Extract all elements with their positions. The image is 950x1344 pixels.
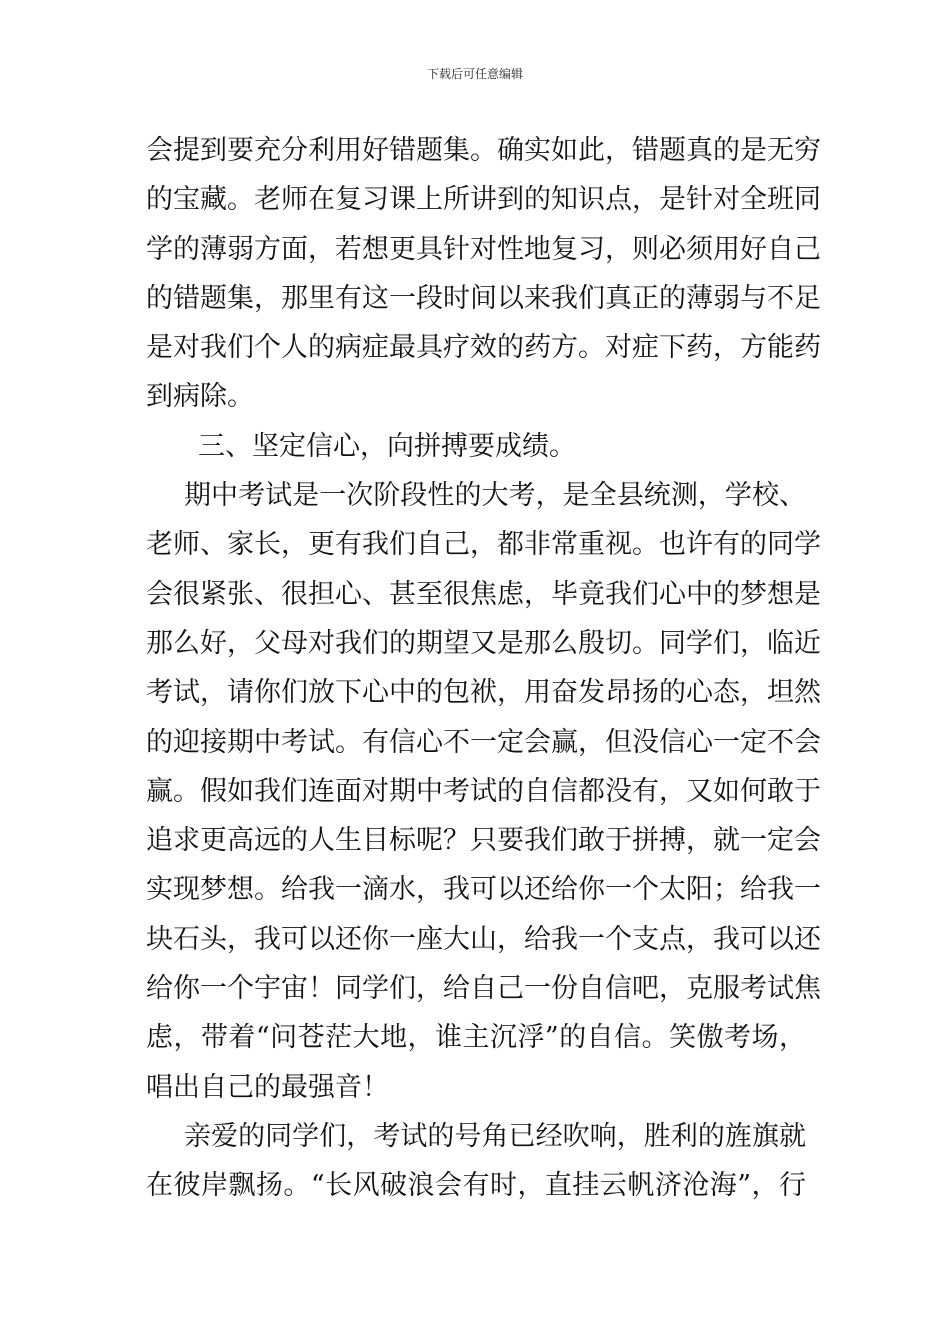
section-heading: 三、坚定信心，向拼搏要成绩。 [198,430,576,462]
text-line: 块石头，我可以还你一座大山，给我一个支点，我可以还 [146,923,821,955]
text-line: 给你一个宇宙！同学们，给自己一份自信吧，克服考试焦 [146,973,821,1005]
page-header: 下载后可任意编辑 [426,67,523,81]
text-line: 实现梦想。给我一滴水，我可以还给你一个太阳；给我一 [146,874,821,906]
text-line: 在彼岸飘扬。“长风破浪会有时，直挂云帆济沧海”，行 [146,1170,806,1202]
text-line: 那么好，父母对我们的期望又是那么殷切。同学们，临近 [146,627,821,659]
text-line: 虑，带着“问苍茫大地，谁主沉浮”的自信。笑傲考场， [146,1022,806,1054]
text-line: 追求更高远的人生目标呢？只要我们敢于拼搏，就一定会 [146,825,821,857]
text-line: 会提到要充分利用好错题集。确实如此，错题真的是无穷 [146,135,821,166]
text-line: 亲爱的同学们，考试的号角已经吹响，胜利的旌旗就 [184,1120,806,1152]
text-line: 的宝藏。老师在复习课上所讲到的知识点，是针对全班同 [146,184,821,216]
text-line: 考试，请你们放下心中的包袱，用奋发昂扬的心态，坦然 [146,677,821,709]
text-line: 到病除。 [146,381,254,413]
text-line: 期中考试是一次阶段性的大考，是全县统测，学校、 [184,480,806,512]
text-line: 学的薄弱方面，若想更具针对性地复习，则必须用好自己 [146,233,821,265]
text-line: 的错题集，那里有这一段时间以来我们真正的薄弱与不足 [146,282,821,314]
document-body [146,126,821,1211]
text-line: 的迎接期中考试。有信心不一定会赢，但没信心一定不会 [146,726,821,758]
text-line: 赢。假如我们连面对期中考试的自信都没有，又如何敢于 [146,775,821,807]
text-line: 是对我们个人的病症最具疗效的药方。对症下药，方能药 [146,332,821,364]
text-line: 唱出自己的最强音！ [146,1071,389,1103]
text-line: 老师、家长，更有我们自己，都非常重视。也许有的同学 [146,529,821,561]
text-line: 会很紧张、很担心、甚至很焦虑，毕竟我们心中的梦想是 [146,578,821,610]
